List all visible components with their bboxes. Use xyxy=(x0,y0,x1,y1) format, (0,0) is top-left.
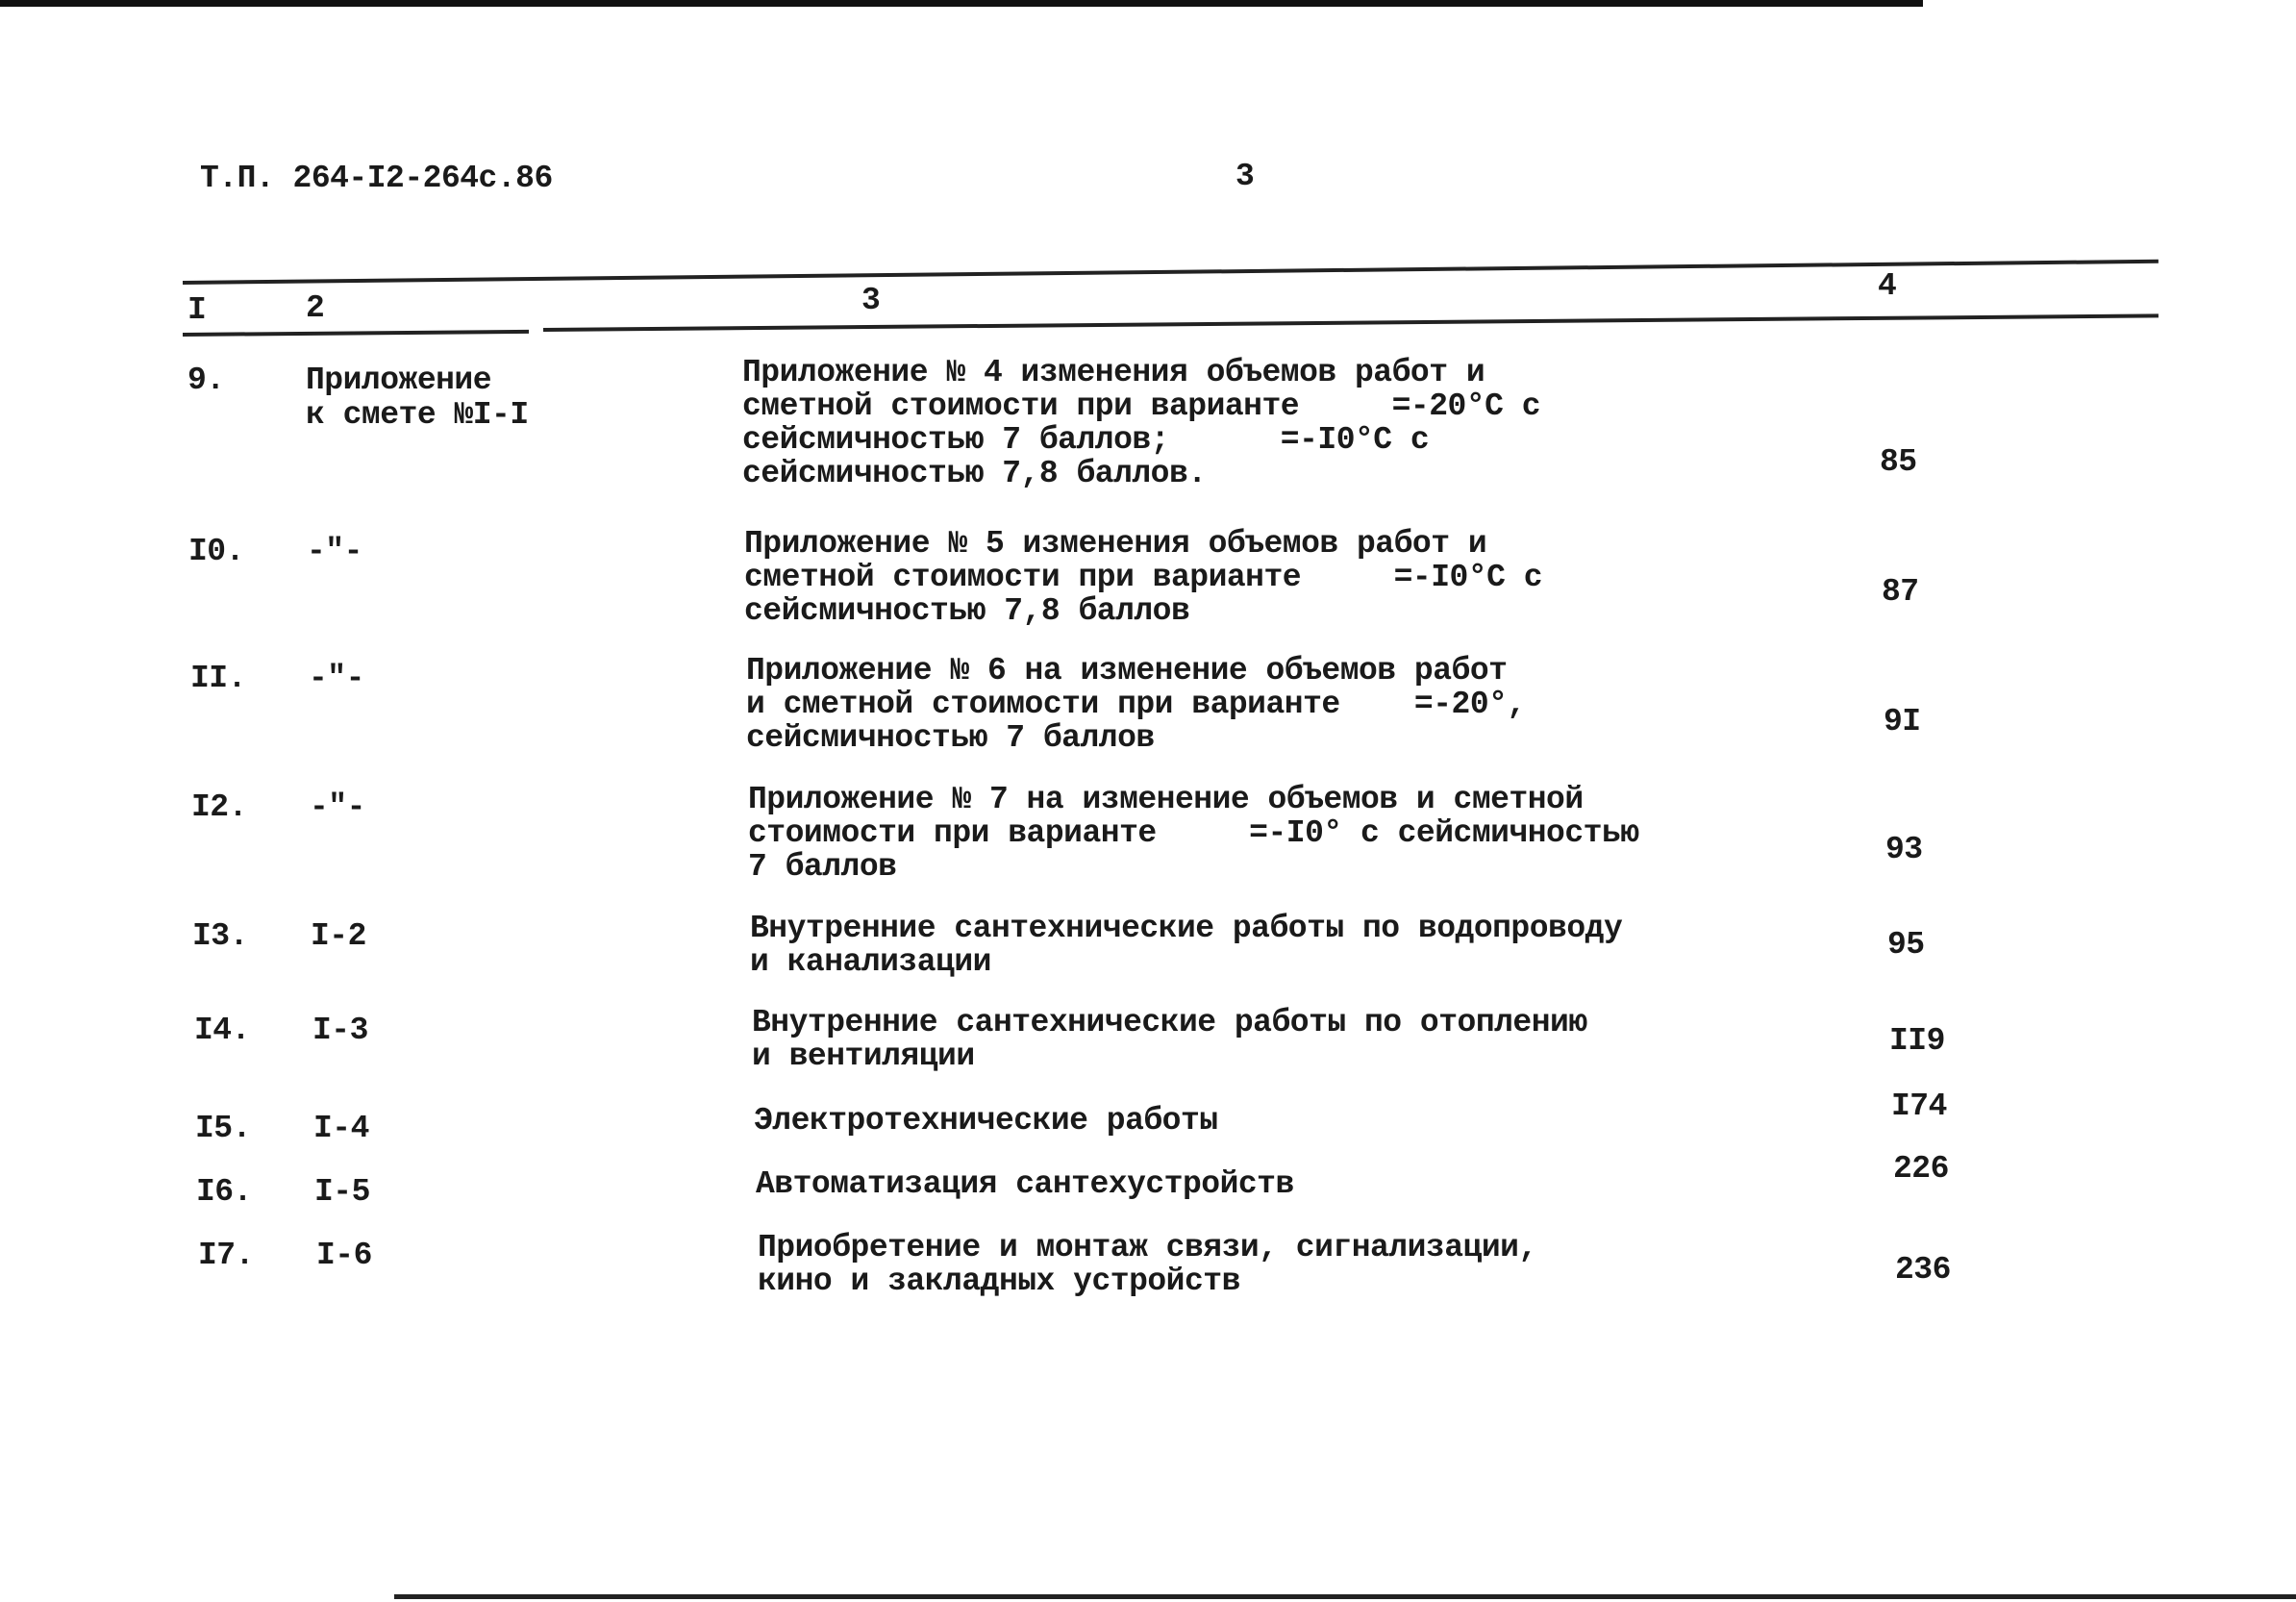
column-header-4: 4 xyxy=(1878,268,1897,304)
table-header-rule-right xyxy=(543,313,2159,332)
item-description-line: сейсмичностью 7,8 баллов. xyxy=(742,456,1207,491)
row-number: 9. xyxy=(187,363,225,398)
estimate-reference: I-6 xyxy=(316,1238,372,1273)
page-reference: 93 xyxy=(1885,832,1923,867)
estimate-reference: к смете №I-I xyxy=(306,397,529,433)
row-number: II. xyxy=(190,661,246,696)
page-reference: II9 xyxy=(1889,1023,1945,1059)
row-number: I7. xyxy=(198,1238,254,1273)
item-description-line: сметной стоимости при варианте =-20°С с xyxy=(742,388,1541,424)
page-reference: 87 xyxy=(1882,574,1919,610)
page-reference: 226 xyxy=(1893,1151,1949,1187)
scan-edge-bottom xyxy=(394,1594,2296,1599)
table-top-rule xyxy=(183,260,2159,285)
row-number: I0. xyxy=(188,534,244,569)
item-description-line: сейсмичностью 7,8 баллов xyxy=(744,593,1190,629)
estimate-reference: Приложение xyxy=(306,363,492,398)
item-description-line: кино и закладных устройств xyxy=(758,1264,1240,1299)
page-reference: I74 xyxy=(1891,1089,1947,1124)
estimate-reference: -"- xyxy=(310,789,365,825)
item-description-line: Приобретение и монтаж связи, сигнализации, xyxy=(758,1230,1537,1265)
table-header-rule-left xyxy=(183,330,529,337)
item-description-line: Приложение № 4 изменения объемов работ и xyxy=(742,355,1485,390)
row-number: I5. xyxy=(195,1111,251,1146)
row-number: I4. xyxy=(194,1013,250,1048)
item-description-line: и вентиляции xyxy=(752,1039,975,1074)
estimate-reference: I-5 xyxy=(314,1174,370,1210)
item-description-line: Приложение № 7 на изменение объемов и сметной xyxy=(748,782,1584,817)
item-description-line: стоимости при варианте =-I0° с сейсмичностью xyxy=(748,815,1639,851)
page-reference: 85 xyxy=(1880,444,1917,480)
item-description-line: и канализации xyxy=(750,944,991,980)
page-reference: 9I xyxy=(1884,704,1921,739)
item-description-line: Автоматизация сантехустройств xyxy=(756,1166,1294,1202)
estimate-reference: -"- xyxy=(307,534,362,569)
estimate-reference: -"- xyxy=(309,661,364,696)
column-header-3: 3 xyxy=(861,283,881,318)
row-number: I6. xyxy=(196,1174,252,1210)
item-description-line: сейсмичностью 7 баллов xyxy=(746,720,1155,756)
row-number: I3. xyxy=(192,918,248,954)
page-reference: 95 xyxy=(1887,927,1925,963)
estimate-reference: I-2 xyxy=(311,918,366,954)
estimate-reference: I-3 xyxy=(312,1013,368,1048)
page-number: 3 xyxy=(1235,159,1255,194)
scan-edge-top xyxy=(0,0,1923,7)
item-description-line: Внутренние сантехнические работы по водопроводу xyxy=(750,911,1623,946)
column-header-1: I xyxy=(187,292,207,328)
estimate-reference: I-4 xyxy=(313,1111,369,1146)
page-reference: 236 xyxy=(1895,1252,1951,1288)
item-description-line: Внутренние сантехнические работы по отоплению xyxy=(752,1005,1587,1040)
item-description-line: Электротехнические работы xyxy=(754,1103,1218,1139)
column-header-2: 2 xyxy=(306,290,325,326)
item-description-line: Приложение № 5 изменения объемов работ и xyxy=(744,526,1487,562)
item-description-line: сейсмичностью 7 баллов; =-I0°С с xyxy=(742,422,1430,458)
item-description-line: Приложение № 6 на изменение объемов работ xyxy=(746,653,1508,688)
document-code: Т.П. 264-I2-264с.86 xyxy=(200,161,553,196)
row-number: I2. xyxy=(191,789,247,825)
item-description-line: 7 баллов xyxy=(748,849,897,885)
item-description-line: и сметной стоимости при варианте =-20°, xyxy=(746,687,1526,722)
item-description-line: сметной стоимости при варианте =-I0°С с xyxy=(744,560,1543,595)
